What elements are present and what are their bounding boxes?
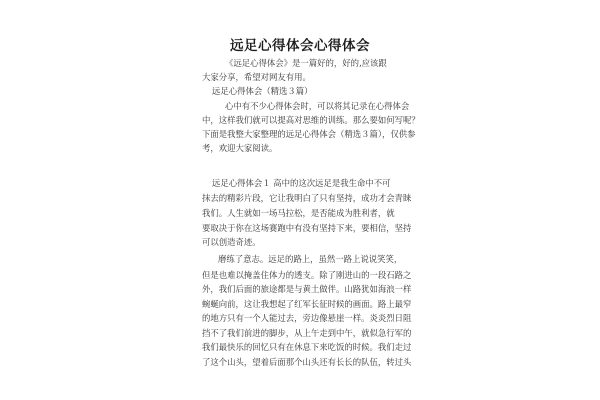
subtitle: 远足心得体会（精选３篇） [212, 86, 313, 96]
section2-line: 挡不了我们前进的脚步，从上午走到中午，就似急行军的 [202, 328, 412, 338]
intro-line: 《远足心得体会》是一篇好的，好的,应该跟 [225, 58, 387, 68]
preface-line: 考，欢迎大家阅读。 [202, 143, 278, 153]
document-title: 远足心得体会心得体会 [230, 38, 370, 54]
section2-line: 但是也难以掩盖住体力的透支。除了刚进山的一段石路之 [202, 270, 412, 280]
section1-line: 要取决于你在这场赛跑中有没有坚持下来，要相信，坚持 [202, 223, 412, 233]
section2-line: 了这个山头，望着后面那个山头还有长长的队伍，转过头 [202, 357, 412, 367]
section2-line: 蜿蜒向前，这让我想起了红军长征时候的画面。路上最窄 [202, 299, 412, 309]
intro-line: 大家分享，希望对网友有用。 [202, 72, 311, 82]
section1-line: 远足心得体会１ 高中的这次远足是我生命中不可 [212, 178, 391, 188]
section2-line: 的地方只有一个人能过去，旁边像悬崖一样。炎炎烈日阻 [202, 313, 412, 323]
preface-line: 中，这样我们就可以提高对思维的训练。那么要如何写呢？ [202, 115, 420, 125]
section1-line: 可以创造奇迹。 [202, 237, 261, 247]
section1-line: 抹去的精彩片段，它让我明白了只有坚持，成功才会青睐 [202, 193, 412, 203]
section2-line: 磨练了意志。远足的路上，虽然一路上说说笑笑， [218, 254, 403, 264]
preface-line: 心中有不少心得体会时，可以将其记录在心得体会 [225, 101, 410, 111]
section2-line: 外，我们后面的旅途都是与黄土做伴。山路犹如海浪一样 [202, 284, 412, 294]
preface-line: 下面是我整大家整理的远足心得体会（精选３篇），仅供参 [202, 129, 416, 139]
section2-line: 我们最快乐的回忆只有在休息下来吃饭的时候。我们走过 [202, 342, 412, 352]
section1-line: 我们。人生就如一场马拉松，是否能成为胜利者，就 [202, 208, 395, 218]
